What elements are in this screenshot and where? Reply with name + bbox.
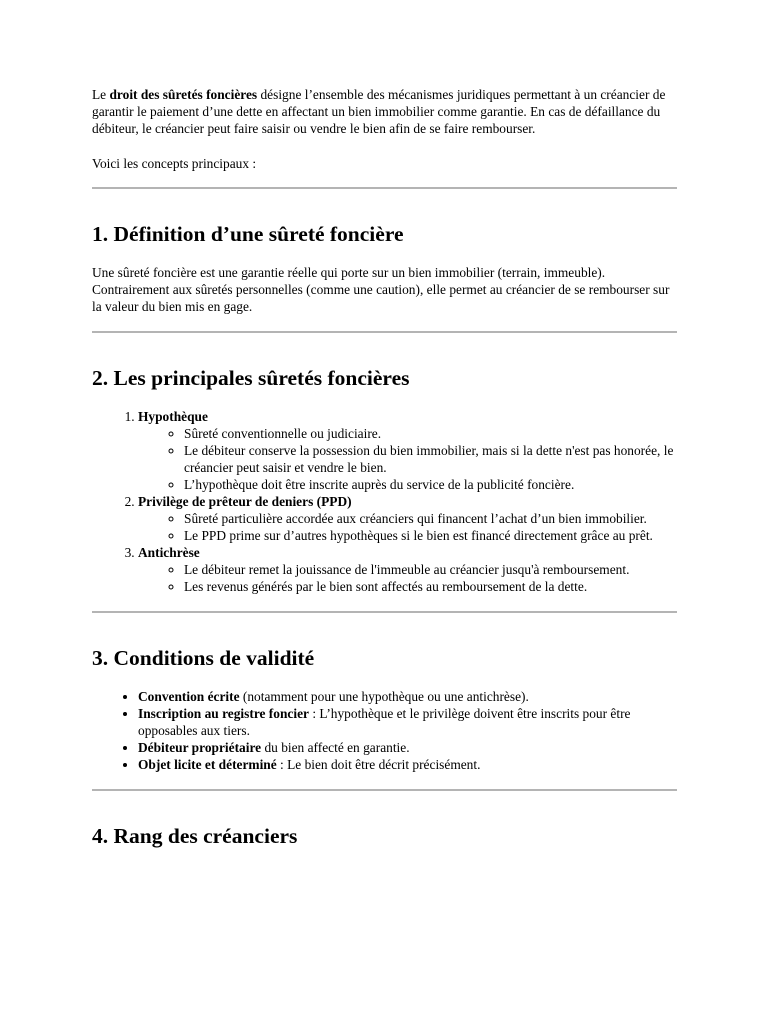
section-1-title: 1. Définition d’une sûreté foncière bbox=[92, 222, 404, 246]
sub-list-item: ◦ Le débiteur conserve la possession du bien immobilier, mais si la dette n'est pas honorée, le créancier peut saisir et vendre le bien. bbox=[184, 442, 677, 476]
divider-2 bbox=[92, 331, 677, 333]
section-2-list bbox=[92, 408, 677, 595]
intro-paragraph bbox=[92, 86, 677, 137]
item-rest: du bien affecté en garantie. bbox=[261, 740, 410, 755]
item-rest: : L’hypothèque et le privilège doivent être inscrits pour être opposables aux tiers. bbox=[138, 706, 631, 738]
sub-list-item: ◦ L’hypothèque doit être inscrite auprès du service de la publicité foncière. bbox=[184, 476, 677, 493]
sub-list-item: ◦ Sûreté conventionnelle ou judiciaire. bbox=[184, 425, 677, 442]
section-1-text: Une sûreté foncière est une garantie réelle qui porte sur un bien immobilier (terrain, immeuble). Contrairement aux sûretés personnelles (comme une caution), elle permet au créancier de se rembourser sur la valeur du bien mis en gage. bbox=[92, 265, 670, 314]
list-item bbox=[138, 688, 677, 705]
section-3-title: 3. Conditions de validité bbox=[92, 646, 315, 670]
list-item bbox=[138, 756, 677, 773]
sub-list-item: ◦ Sûreté particulière accordée aux créanciers qui financent l’achat d’un bien immobilier. bbox=[184, 510, 677, 527]
intro-pre: Le bbox=[92, 87, 110, 102]
divider-4 bbox=[92, 789, 677, 791]
item-rest: : Le bien doit être décrit précisément. bbox=[276, 757, 481, 772]
list-item bbox=[138, 493, 677, 544]
item-label: Privilège de prêteur de deniers (PPD) bbox=[138, 494, 352, 509]
intro-lead: Voici les concepts principaux : bbox=[92, 156, 257, 171]
item-bold: Débiteur propriétaire bbox=[138, 740, 262, 755]
list-item bbox=[138, 544, 677, 595]
sub-list-item: ◦ Le PPD prime sur d’autres hypothèques si le bien est financé directement grâce au prêt. bbox=[184, 527, 677, 544]
section-4-title: 4. Rang des créanciers bbox=[92, 824, 298, 848]
list-item bbox=[138, 705, 677, 739]
sub-list bbox=[138, 510, 677, 544]
item-label: Hypothèque bbox=[138, 409, 208, 424]
divider-3 bbox=[92, 611, 677, 613]
intro-bold-term: droit des sûretés foncières bbox=[109, 87, 258, 102]
sub-list bbox=[138, 561, 677, 595]
list-item bbox=[138, 408, 677, 493]
item-bold: Inscription au registre foncier bbox=[138, 706, 309, 721]
intro-post: désigne l’ensemble des mécanismes juridiques permettant à un créancier de garantir le paiement d’une dette en affectant un bien immobilier comme garantie. En cas de défaillance du débiteur, le créancier peut faire saisir ou vendre le bien afin de se faire rembourser. bbox=[92, 87, 666, 136]
sub-list bbox=[138, 425, 677, 493]
list-item bbox=[138, 739, 677, 756]
item-bold: Objet licite et déterminé bbox=[138, 757, 277, 772]
section-2-title: 2. Les principales sûretés foncières bbox=[92, 366, 410, 390]
sub-list-item: ◦ Le débiteur remet la jouissance de l'immeuble au créancier jusqu'à remboursement. bbox=[184, 561, 677, 578]
item-bold: Convention écrite bbox=[138, 689, 240, 704]
item-rest: (notamment pour une hypothèque ou une antichrèse). bbox=[239, 689, 529, 704]
divider-1 bbox=[92, 187, 677, 189]
document-body bbox=[92, 86, 677, 849]
section-3-list bbox=[92, 688, 677, 773]
item-label: Antichrèse bbox=[138, 545, 200, 560]
sub-list-item: ◦ Les revenus générés par le bien sont affectés au remboursement de la dette. bbox=[184, 578, 677, 595]
